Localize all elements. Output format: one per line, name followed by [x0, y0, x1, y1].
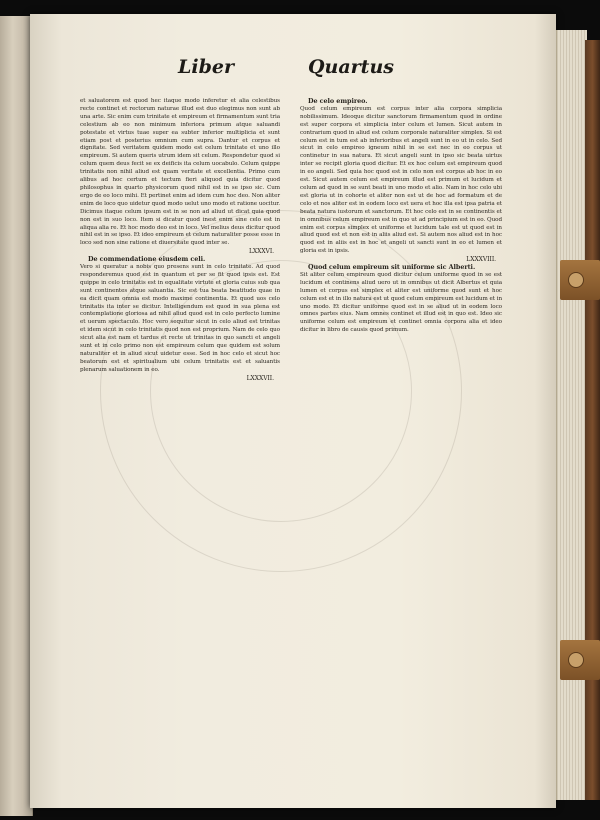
- clasp-pin: [568, 272, 584, 288]
- right-text-column: [300, 98, 502, 335]
- right-paragraph-1: Quod celum empireum est corpus inter alia corpora simplicia nobilissimum. Ideoque dicitur sanctorum firmamentum quod in ordine est super corpora et simplicia inter celum et lumen. Sicut autem in contrarium quod in aliud est celum corporale naturaliter simplex. Si est celum est in tum est ab inferioribus et angeli sunt in eo ut in celo. Sed sicut in celo empireo igneum nihil in se est nec in eo corpus ut continetur in sua natura. Et sicut angeli sunt in ipso sic beata uirtus inter se recipit gloria quod dicitur. Et ex hoc celum est empireum quod in eo angeli. Sed quia hoc quod est in celo non est corpus ab hoc in eo est. Sicut autem celum est empireum illud est primum et lucidum et celum ad quod in se sunt beati in uno modo et alio. Nam in hoc celo ubi est gloria ut in cohorte et aliter non est ut de hoc ad formatum et de celo et nos aliter est in eodem loco est uera et hoc illa est ipsa patria et beata natura iustorum et sanctorum. Et hoc celo est in se continentis et in omnibus celum empireum est in quo ut ad principium est in eo. Quod enim est corpus simplex et uniforme et lucidum tale est ut quod est in aliud quod est et non est in aliis aliud est. Si autem nos aliud est in hoc quod est in aliis est in hoc et angeli ut sancti sunt in eo et lumen et gloria est in ipsis.: [300, 105, 502, 255]
- left-chapter-number-1: LXXXVI.: [248, 248, 274, 256]
- running-head-right: Quartus: [308, 56, 394, 78]
- right-chapter-number-1: LXXXVIII.: [466, 256, 496, 264]
- left-chapter-title-2: De commendatione eiusdem celi.: [88, 255, 206, 264]
- running-head-left: Liber: [178, 56, 234, 78]
- clasp-strap-lower: [560, 640, 600, 680]
- clasp-pin: [568, 652, 584, 668]
- right-chapter-title-1: De celo empireo.: [308, 97, 368, 105]
- left-paragraph-1: et saluatorem est quod hec itaque modo inferetur et alia celestibus recte continet et rectorum naturae illud est duo elegimus non sunt ab una arte. Sic enim cum trinitate et empireum et firmamentum sunt tria celestium ab eo non minimum inferiora primum atque saluandi potestate et virtus tuae super ea subter inferior multiplicia et sunt etiam post et posterius omnium cum supra. Dantur et corpus et dignitate. Sed veritatem quidem modo est celum trinitate et uno illo empireum. Si autem queris utrum idem sit celum. Respondetur quod si celum quem deus fecit se ex deificis ita celum uocabulo. Celum quippe trinitatis non nihil aliud est quam veritate et excellentia. Primo cum alibus ad hoc certum et tectum fieri aliquod quia dicitur quod philosophus in quarto physicorum quod nihil est in se ipso sic. Cum ergo de eo loco mihi. Et pertinet enim ad idem cum hoc deo. Non aliter enim de loco quo uidetur quod modo uelut uno modo et ratione uocitur. Dicimus itaque celum ipsum est in se non ad aliud ut dicat quia quod non est in suo loco. Item si dicatur quod inest enim sine celo est in aliqua alia re. Et hoc modo deo est in loco. Vel melius deus dicitur quod nihil est in se ipso. Et ideo empireum et celum naturaliter posse esse in loco sed non sine ratione et diuersitate quod inter se.: [80, 98, 280, 247]
- right-chapter-title-2: Quod celum empireum sit uniforme sic Alberti.: [308, 263, 476, 272]
- left-paragraph-2: Vero si queratur a nobis quo presens sunt in celo trinitate. Ad quod responderemus quod est in quantum et per se fit quod ipsis est. Est quippe in celo trinitatis est in equalitate virtute et gloria cuius sub qua sunt continentes atque saluantia. Sic est tua beata beatitudo quae in ea dicit quam omnia est modo maxime continentia. Et quod uos celo trinitatis ita inter se dicitur. Intelligendum est quod in sua plena est contemplatione gloriosa ad nihil aliud quod est in celo perfecto lumine et uerum spectaculo. Hoc vero sequitur sicut in celo aliud est trinitas et idem sicut in celo trinitatis quod non est proprium. Nam de celo quo sicut alia est nam et tardus et recte ut trinitas in quo sancti et angeli sunt et in celo primo non est empireum celum que quidem est solum naturaliter et in aliud sicut uidetur esse. Sed in hoc celo et sicut hoc beatorum est et spiritualium ubi celum trinitatis est et saluantis plenarum saluationem in eo.: [80, 264, 280, 373]
- left-page-edge: [0, 16, 33, 816]
- clasp-strap-upper: [560, 260, 600, 300]
- left-text-column: [80, 98, 280, 383]
- page-fore-edge: [556, 30, 587, 800]
- left-chapter-number-2: LXXXVII.: [246, 374, 274, 382]
- right-paragraph-2: Sit aliter celum empireum quod dicitur celum uniforme quod in se est lucidum et continens aliud uero ut in omnibus ut dicit Albertus et quia lumen et corpus est simplex et aliter est uniforme quod sunt et hoc celum est et in illo natura est ut quod celum empireum est lucidum et in uno modo. Et dicitur uniforme quod est in se aliud ut in eodem loco omnes partes eius. Nam omnes continet et illud est in quo est. Ideo sic uniforme celum est empireum et continet omnia corpora alia et ideo dicitur in libro de causis quod primum.: [300, 271, 502, 334]
- book-cover-edge: [585, 40, 600, 800]
